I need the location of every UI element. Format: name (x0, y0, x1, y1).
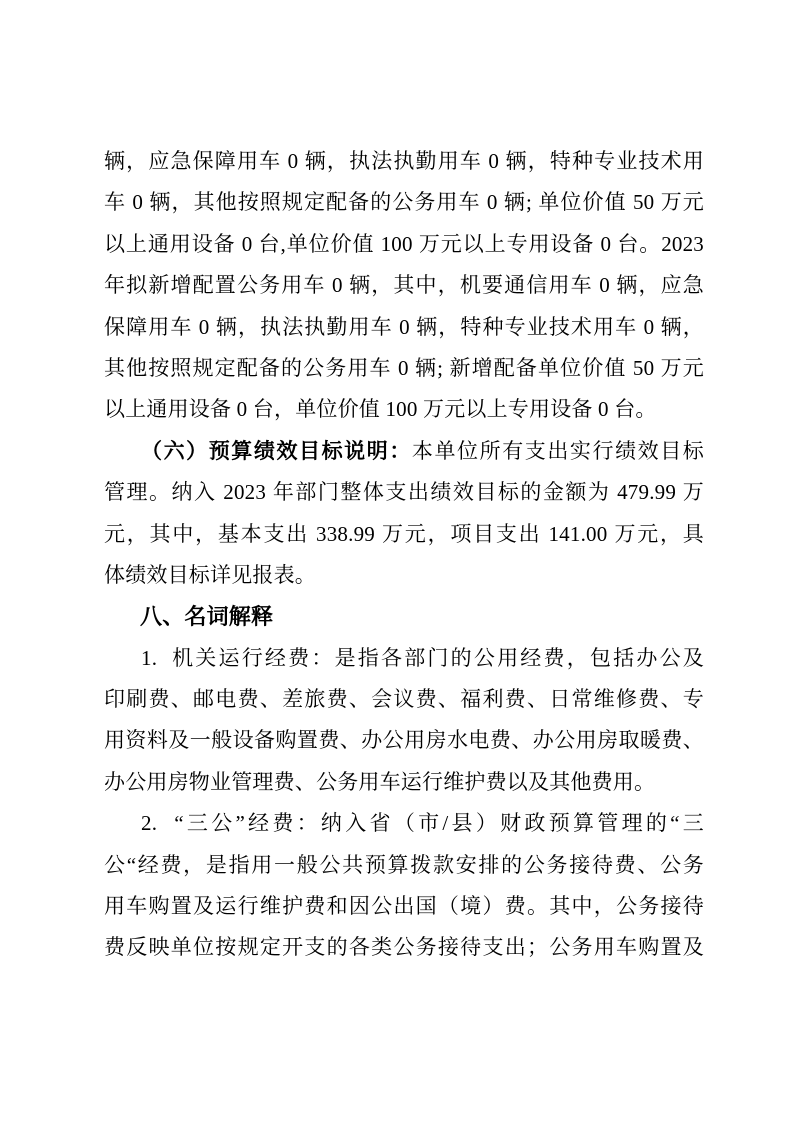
body-line: 印刷费、邮电费、差旅费、会议费、福利费、日常维修费、专 (104, 687, 704, 712)
body-line: 管理。纳入 2023 年部门整体支出绩效目标的金额为 479.99 万 (104, 480, 704, 505)
subsection-lead-label: （六）预算绩效目标说明： (141, 438, 412, 463)
paragraph-end-line: 体绩效目标详见报表。 (104, 562, 316, 587)
section-heading: 八、名词解释 (140, 604, 274, 630)
subsection-line (104, 431, 704, 472)
numbered-item-line: 1. 机关运行经费：是指各部门的公用经费，包括办公及 (141, 645, 704, 670)
body-line: 以上通用设备 0 台,单位价值 100 万元以上专用设备 0 台。2023 (104, 231, 704, 256)
subsection-lead-text: 本单位所有支出实行绩效目标 (411, 438, 704, 463)
text-block (104, 141, 704, 969)
body-line: 年拟新增配置公务用车 0 辆，其中，机要通信用车 0 辆，应急 (104, 273, 704, 298)
body-line: 保障用车 0 辆，执法执勤用车 0 辆，特种专业技术用车 0 辆， (104, 314, 704, 339)
body-line: 其他按照规定配备的公务用车 0 辆; 新增配备单位价值 50 万元 (104, 355, 704, 380)
body-line: 公“经费，是指用一般公共预算拨款安排的公务接待费、公务 (104, 852, 704, 877)
body-line: 车 0 辆，其他按照规定配备的公务用车 0 辆; 单位价值 50 万元 (104, 190, 704, 215)
body-line: 用资料及一般设备购置费、办公用房水电费、办公用房取暖费、 (104, 728, 704, 753)
body-line: 元，其中，基本支出 338.99 万元，项目支出 141.00 万元，具 (104, 521, 704, 546)
body-line: 用车购置及运行维护费和因公出国（境）费。其中，公务接待 (104, 894, 704, 919)
paragraph-end-line: 办公用房物业管理费、公务用车运行维护费以及其他费用。 (104, 769, 656, 794)
body-line: 辆，应急保障用车 0 辆，执法执勤用车 0 辆，特种专业技术用 (104, 149, 704, 173)
body-line: 费反映单位按规定开支的各类公务接待支出；公务用车购置及 (104, 935, 704, 960)
paragraph-end-line: 以上通用设备 0 台，单位价值 100 万元以上专用设备 0 台。 (104, 397, 657, 422)
numbered-item-line: 2. “三公”经费：纳入省（市/县）财政预算管理的“三 (141, 811, 704, 836)
